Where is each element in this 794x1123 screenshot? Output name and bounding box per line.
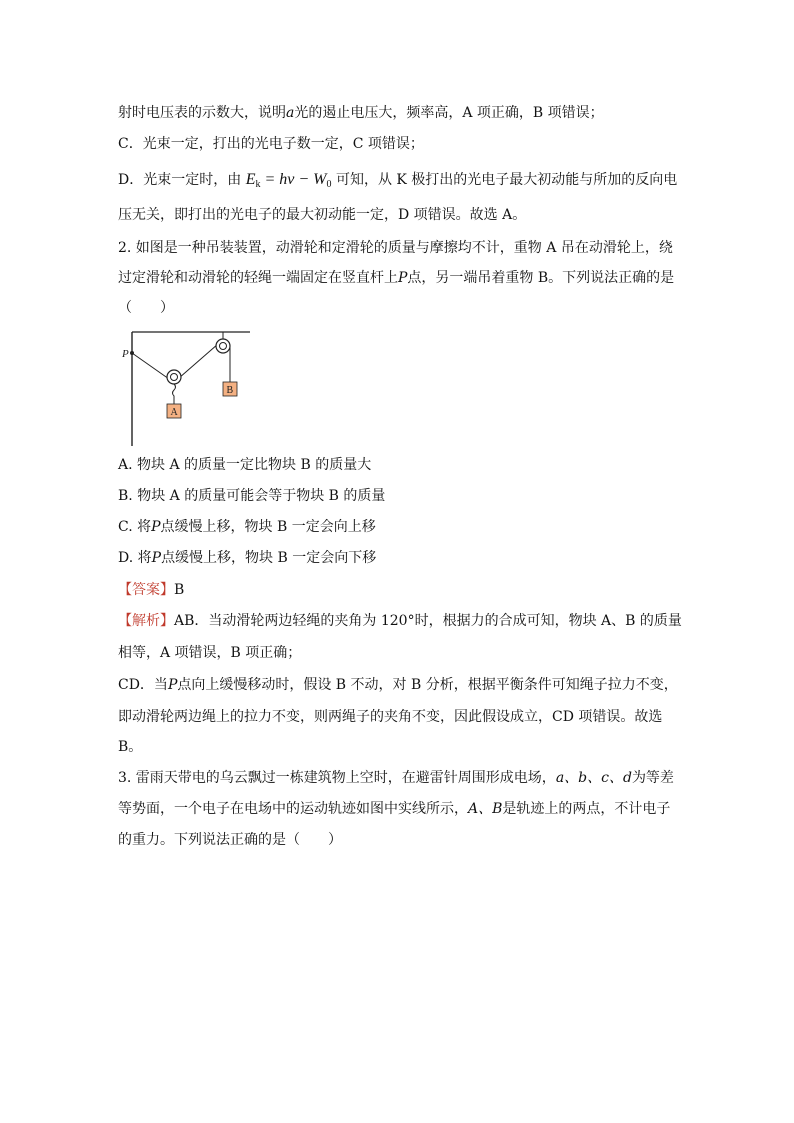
text: CD．当: [118, 677, 168, 693]
equation: [246, 171, 332, 188]
text: AB．当动滑轮两边轻绳的夹角为 120°时，根据力的合成可知，物块 A、B 的质量: [174, 613, 682, 629]
question-3-line-3: 的重力。下列说法正确的是（ ）: [118, 832, 342, 848]
var-P: P: [398, 270, 408, 286]
vars-abcd: a、b、c、d: [555, 770, 632, 786]
var-P: P: [151, 519, 161, 535]
eq-E: E: [245, 171, 256, 188]
movable-pulley: [167, 370, 181, 384]
answer-tag: 【答案】: [118, 582, 174, 598]
question-2-line-3: （ ）: [118, 300, 174, 316]
text: D. 将: [118, 550, 152, 566]
analysis-line-4: 即动滑轮两边绳上的拉力不变，则两绳子的夹角不变，因此假设成立，CD 项错误。故选: [118, 709, 663, 725]
text: 3. 雷雨天带电的乌云飘过一栋建筑物上空时，在避雷针周围形成电场，: [118, 770, 556, 786]
question-3-line-1: [118, 768, 674, 788]
analysis-line-5: B。: [118, 739, 143, 755]
label-A: A: [170, 407, 178, 418]
eq-sub-0: 0: [326, 179, 332, 190]
option-D: [118, 548, 376, 568]
rope-left: [132, 353, 169, 379]
text: 过定滑轮和动滑轮的轻绳一端固定在竖直杆上: [118, 270, 398, 286]
analysis-tag: 【解析】: [118, 613, 174, 629]
text-line-3: [118, 170, 677, 195]
rope-middle: [179, 344, 218, 378]
hook: [173, 384, 176, 404]
fixed-pulley: [216, 339, 230, 353]
option-C: [118, 517, 376, 537]
text: 是轨迹上的两点，不计电子: [502, 801, 671, 817]
option-A: A. 物块 A 的质量一定比物块 B 的质量大: [118, 457, 372, 473]
option-B: B. 物块 A 的质量可能会等于物块 B 的质量: [118, 488, 386, 504]
answer-line: [118, 580, 184, 600]
question-2-line-1: 2. 如图是一种吊装装置，动滑轮和定滑轮的质量与摩擦均不计，重物 A 吊在动滑轮上，绕: [118, 240, 673, 256]
var-P: P: [151, 550, 162, 566]
eq-mid: = hν − W: [260, 171, 327, 188]
answer-value: B: [174, 582, 185, 598]
eq-sub-k: k: [255, 179, 261, 190]
question-3-line-2: [118, 799, 670, 819]
text-line-2: C．光束一定，打出的光电子数一定，C 项错误；: [118, 136, 424, 152]
label-B: B: [226, 385, 234, 396]
text-line-4: 压无关，即打出的光电子的最大初动能一定，D 项错误。故选 A。: [118, 207, 527, 223]
text: D．光束一定时，由: [118, 172, 242, 188]
analysis-line-3: [118, 675, 678, 695]
text: 可知，从 K 极打出的光电子最大初动能与所加的反向电: [335, 172, 678, 188]
text-line-1: [118, 103, 604, 123]
var-a: a: [286, 105, 295, 121]
text: C. 将: [118, 519, 152, 535]
vars-AB: A、B: [468, 801, 503, 817]
pulley-diagram: [118, 326, 258, 450]
analysis-line-2: 相等，A 项错误，B 项正确；: [118, 645, 302, 661]
text: 点，另一端吊着重物 B。下列说法正确的是: [407, 270, 675, 286]
text: 点向上缓慢移动时，假设 B 不动，对 B 分析，根据平衡条件可知绳子拉力不变，: [177, 677, 678, 693]
text: 光的遏止电压大，频率高，A 项正确，B 项错误；: [294, 105, 604, 121]
analysis-line-1: [118, 611, 682, 631]
text: 点缓慢上移，物块 B 一定会向下移: [161, 550, 377, 566]
text: 等势面，一个电子在电场中的运动轨迹如图中实线所示，: [118, 801, 468, 817]
text: 点缓慢上移，物块 B 一定会向上移: [160, 519, 376, 535]
label-P: P: [122, 348, 129, 360]
text: 为等差: [631, 770, 674, 786]
question-2-line-2: [118, 268, 674, 288]
text: 射时电压表的示数大，说明: [118, 105, 286, 121]
var-P: P: [167, 677, 178, 693]
